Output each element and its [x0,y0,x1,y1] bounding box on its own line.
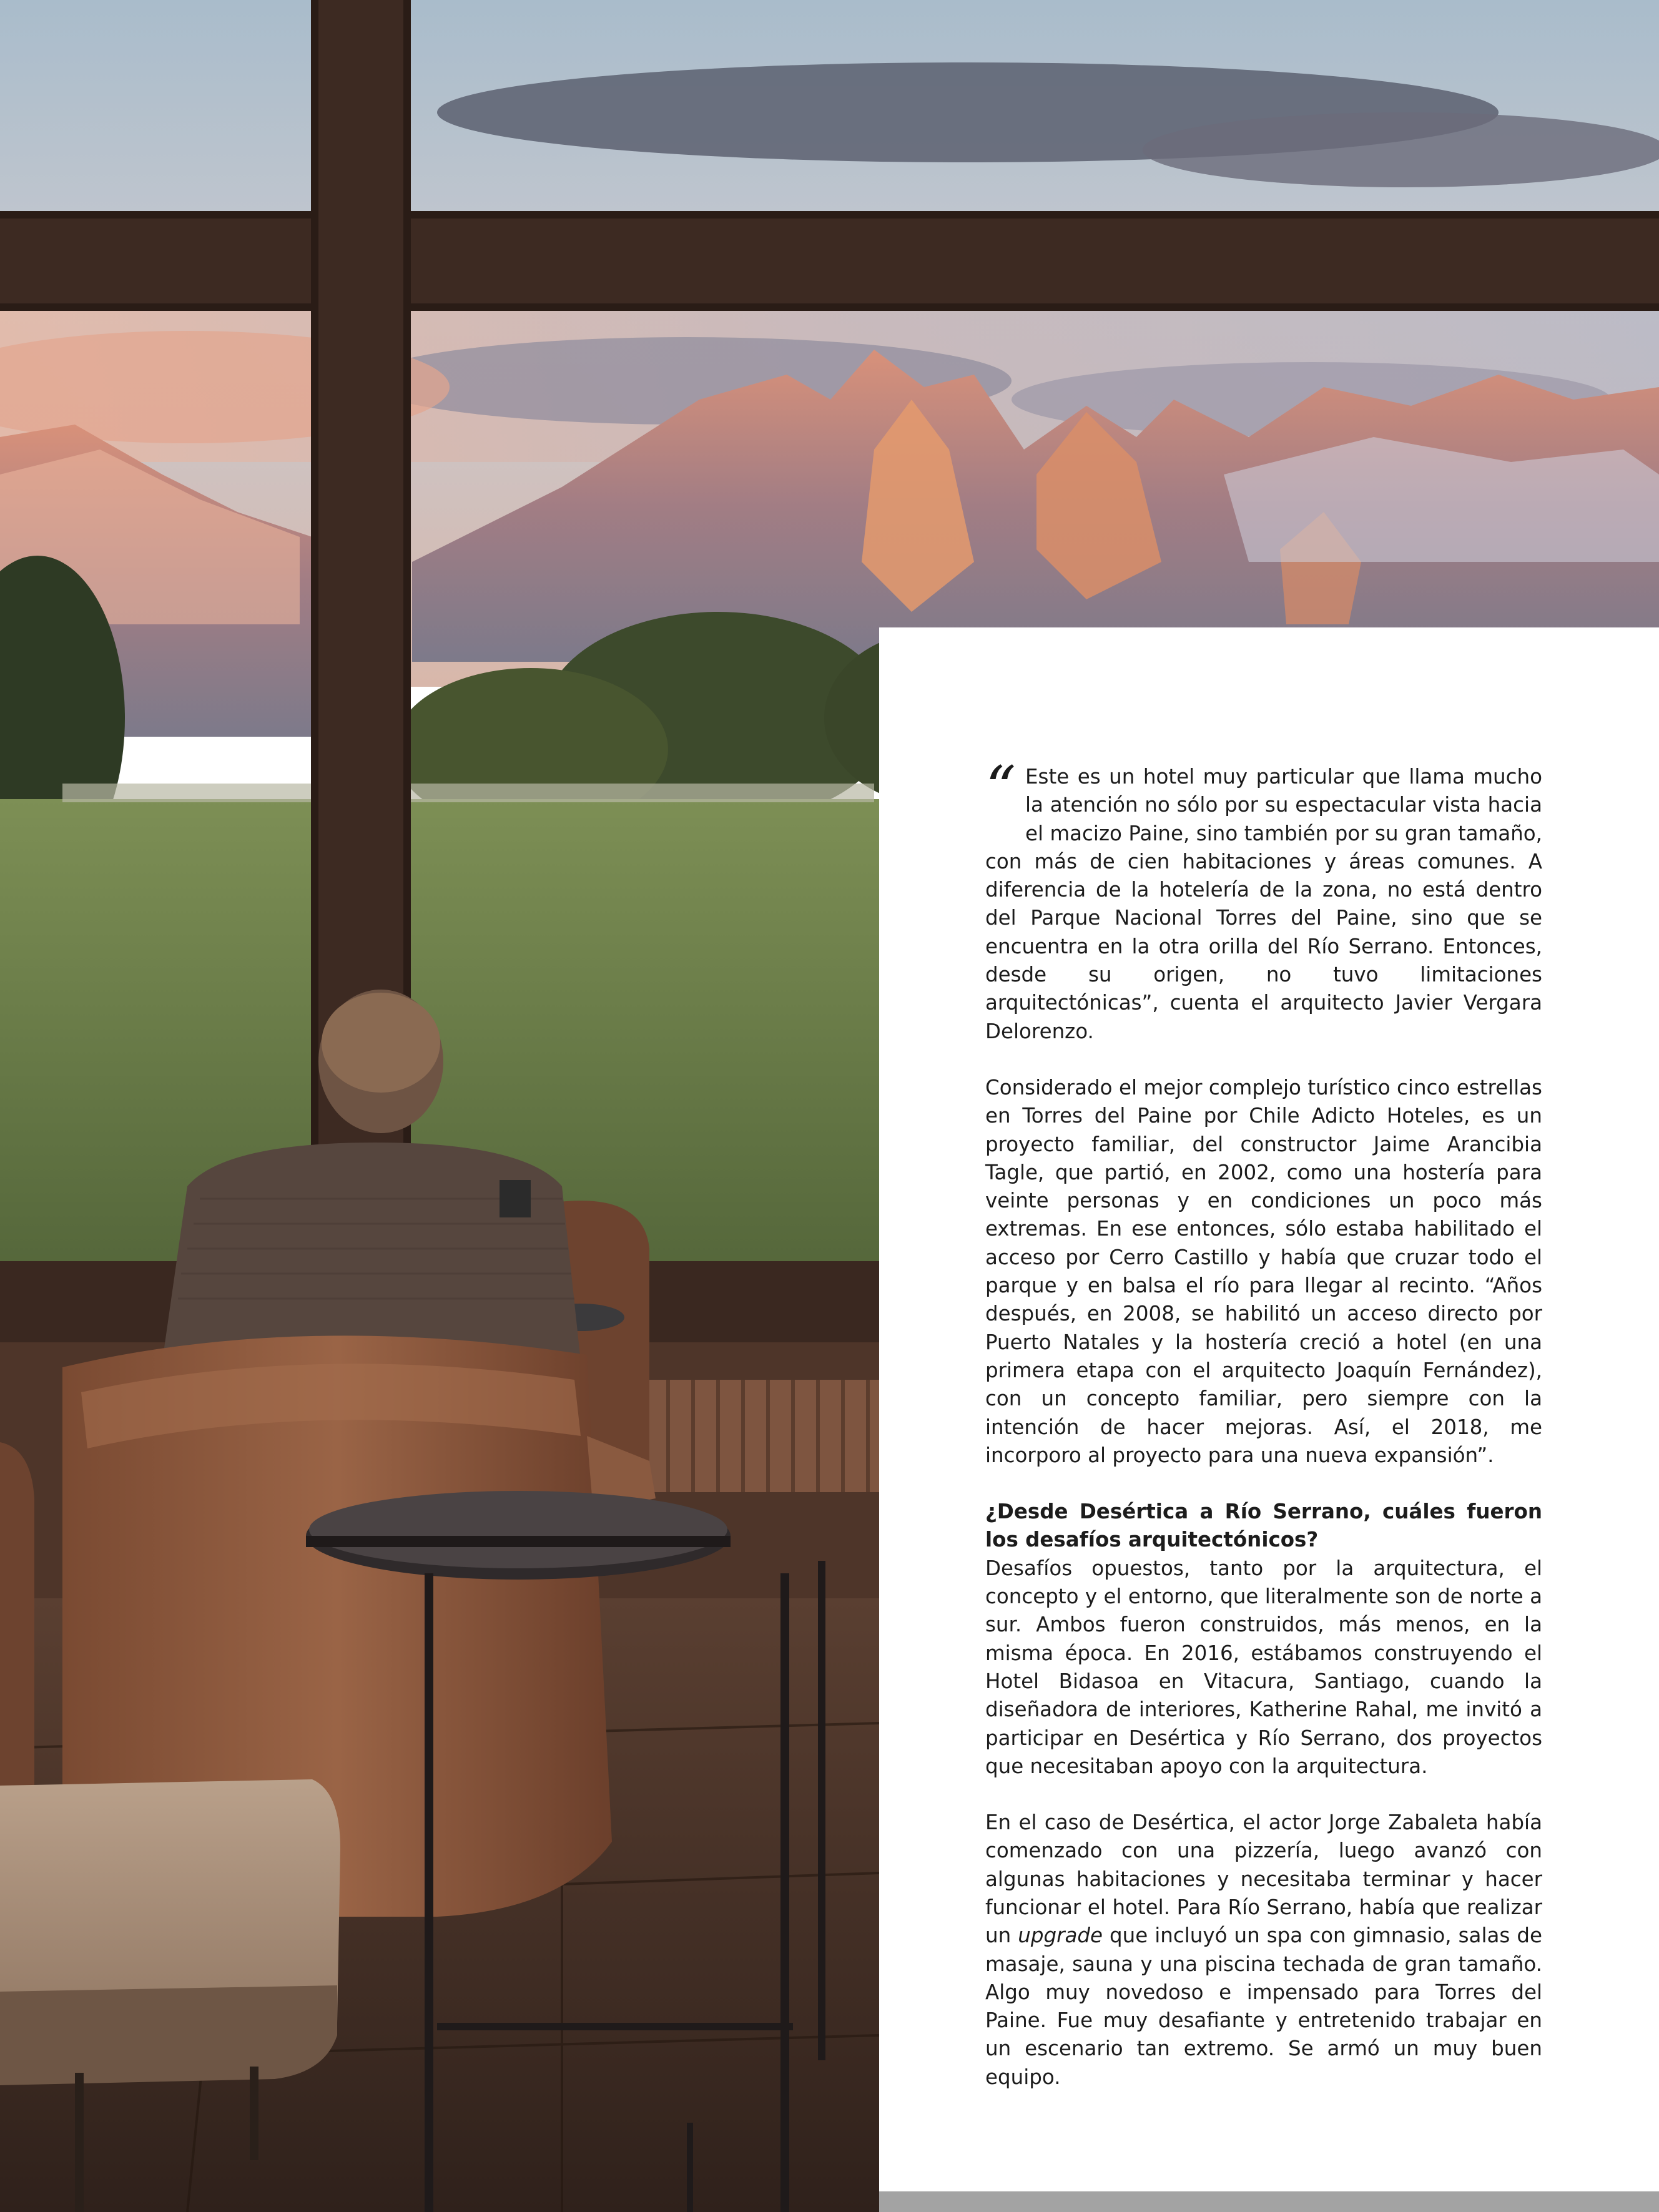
paragraph-1-text: Este es un hotel muy particular que llama mucho la atención no sólo por su espectacular vista hacia el macizo Paine, sino también por su gran tamaño, con más de cien habitaciones y áreas comunes. A diferencia de la hotelería de la zona, no está dentro del Parque Nacional Torres del Paine, sino que se encuentra en la otra orilla del Río Serrano. Entonces, desde su origen, no tuvo limitaciones arquitectónicas”, cuenta el arquitecto Javier Vergara Delorenzo. [985,765,1542,1043]
answer-2-after: que incluyó un spa con gimnasio, salas de masaje, sauna y una piscina techada de gran tamaño. Algo muy novedoso e impensado para Torres del Paine. Fue muy desafiante y entretenido trabajar en un escenario tan extremo. Se armó un muy buen equipo. [985,1924,1542,2089]
answer-2-emphasis: upgrade [1018,1924,1103,1948]
answer-2-before: En el caso de Desértica, el actor Jorge Zabaleta había comenzado con una pizzería, luego avanzó con algunas habitaciones y necesitaba terminar y hacer funcionar el hotel. Para Río Serrano, había que realizar un [985,1811,1542,1948]
article-body [985,754,1542,2120]
article-paragraph-4 [985,1809,1542,2092]
quote-mark-icon: “ [985,754,1013,823]
interview-question: ¿Desde Desértica a Río Serrano, cuáles fueron los desafíos arquitectónicos? [985,1500,1542,1552]
article-qa [985,1498,1542,1781]
bottom-bar [879,2191,1659,2212]
article-paragraph-1 [985,754,1542,1046]
article-paragraph-2: Considerado el mejor complejo turístico cinco estrellas en Torres del Paine por Chile Adicto Hoteles, es un proyecto familiar, del constructor Jaime Arancibia Tagle, que partió, en 2002, como una hostería para veinte personas y en condiciones un poco más extremas. En ese entonces, sólo estaba habilitado el acceso por Cerro Castillo y había que cruzar todo el parque y en balsa el río para llegar al recinto. “Años después, en 2008, se habilitó un acceso directo por Puerto Natales y la hostería creció a hotel (en una primera etapa con el arquitecto Joaquín Fernández), con un concepto familiar, pero siempre con la intención de hacer mejoras. Así, el 2018, me incorporo al proyecto para una nueva expansión”. [985,1075,1542,1467]
interview-answer-1: Desafíos opuestos, tanto por la arquitectura, el concepto y el entorno, que literalmente son de norte a sur. Ambos fueron construidos, más menos, en la misma época. En 2016, estábamos construyendo el Hotel Bidasoa en Vitacura, Santiago, cuando la diseñadora de interiores, Katherine Rahal, me invitó a participar en Desértica y Río Serrano, dos proyectos que necesitaban apoyo con la arquitectura. [985,1556,1542,1778]
